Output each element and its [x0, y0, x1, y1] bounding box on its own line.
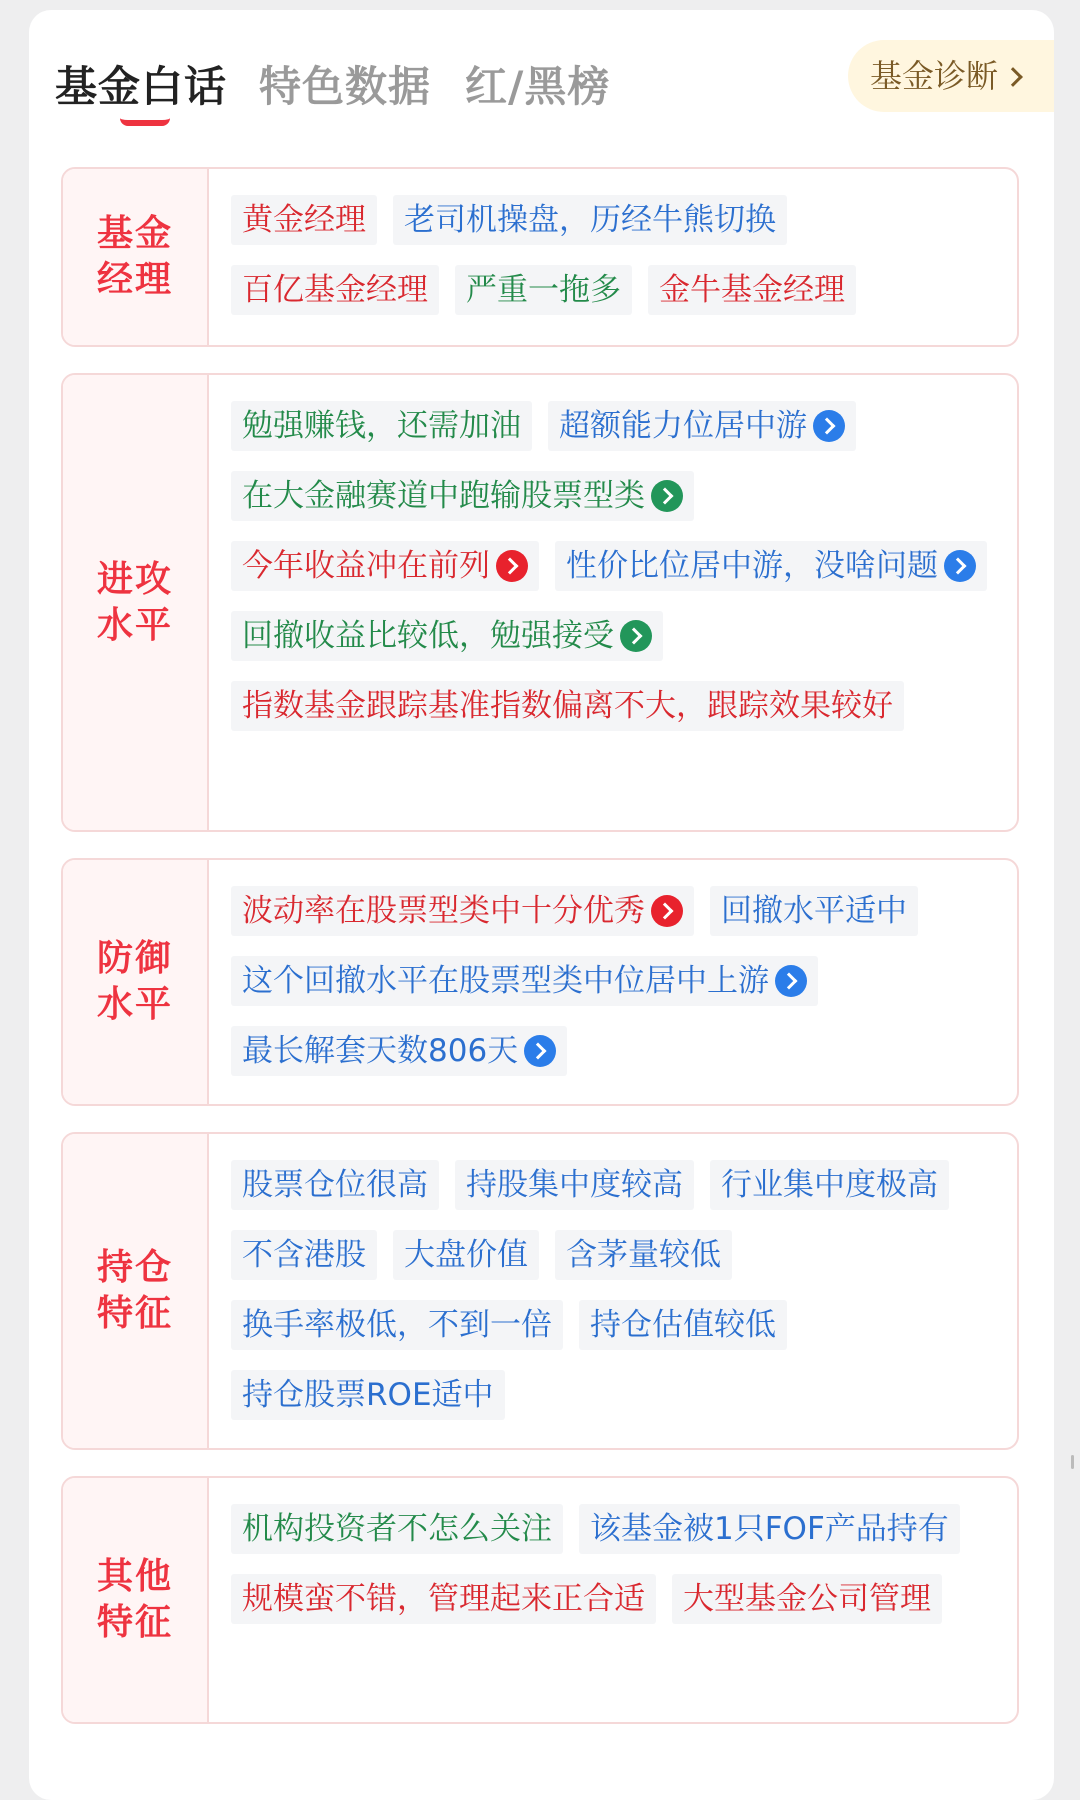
chevron-right-icon	[1003, 67, 1023, 87]
tag-item	[393, 1230, 539, 1280]
section-defense-level	[61, 858, 1019, 1106]
tag-text: 回撤水平适中	[721, 893, 907, 929]
tag-text: 机构投资者不怎么关注	[242, 1511, 552, 1547]
scroll-indicator[interactable]	[1071, 1455, 1074, 1469]
tab-fund-plain-talk[interactable]: 基金白话	[55, 62, 228, 111]
section-other-features	[61, 1476, 1019, 1724]
arrow-right-circle-icon[interactable]	[496, 550, 528, 582]
tag-text: 股票仓位很高	[242, 1167, 428, 1203]
section-label: 进攻水平	[96, 558, 173, 646]
arrow-right-circle-icon[interactable]	[620, 620, 652, 652]
arrow-right-circle-icon[interactable]	[651, 480, 683, 512]
section-label: 持仓特征	[96, 1247, 173, 1334]
tag-list	[231, 401, 999, 731]
tag-item	[231, 681, 904, 731]
section-label-container	[63, 1134, 209, 1448]
tag-item[interactable]	[231, 1026, 567, 1076]
tag-item	[555, 1230, 732, 1280]
tag-text: 性价比位居中游，没啥问题	[566, 548, 938, 584]
tag-item[interactable]	[231, 956, 818, 1006]
arrow-right-circle-icon[interactable]	[524, 1035, 556, 1067]
tag-item	[231, 1300, 563, 1350]
fund-diagnose-label: 基金诊断	[870, 57, 999, 95]
tab-red-black-list[interactable]: 红/黑榜	[465, 62, 611, 111]
tag-list	[231, 1160, 999, 1420]
tag-item	[393, 195, 787, 245]
section-fund-manager	[61, 167, 1019, 347]
tag-text: 超额能力位居中游	[559, 408, 807, 444]
tag-item[interactable]	[231, 886, 694, 936]
tag-item[interactable]	[231, 541, 539, 591]
tab-feature-data[interactable]: 特色数据	[259, 62, 432, 111]
tag-item	[231, 1370, 505, 1420]
tag-text: 大盘价值	[404, 1237, 528, 1273]
tag-item[interactable]	[231, 611, 663, 661]
tag-text: 金牛基金经理	[659, 272, 845, 308]
tag-text: 持股集中度较高	[466, 1167, 683, 1203]
tag-text: 持仓股票ROE适中	[242, 1377, 494, 1413]
tag-list	[231, 195, 999, 315]
tag-text: 波动率在股票型类中十分优秀	[242, 893, 645, 929]
tag-text: 换手率极低，不到一倍	[242, 1307, 552, 1343]
tag-item	[455, 1160, 694, 1210]
tag-item[interactable]	[231, 471, 694, 521]
section-label-container	[63, 1478, 209, 1722]
tag-text: 在大金融赛道中跑输股票型类	[242, 478, 645, 514]
section-label-container	[63, 375, 209, 830]
fund-card	[29, 10, 1054, 1800]
tag-text: 这个回撤水平在股票型类中位居中上游	[242, 963, 769, 999]
tag-item	[231, 1574, 656, 1624]
tag-text: 规模蛮不错，管理起来正合适	[242, 1581, 645, 1617]
section-label-container	[63, 169, 209, 345]
tag-item	[231, 195, 377, 245]
tag-text: 回撤收益比较低，勉强接受	[242, 618, 614, 654]
tag-list	[231, 886, 999, 1076]
section-label: 防御水平	[96, 938, 173, 1025]
arrow-right-circle-icon[interactable]	[651, 895, 683, 927]
tag-item	[648, 265, 856, 315]
tag-item	[672, 1574, 942, 1624]
tag-text: 含茅量较低	[566, 1237, 721, 1273]
tag-text: 严重一拖多	[466, 272, 621, 308]
tag-text: 今年收益冲在前列	[242, 548, 490, 584]
section-label: 其他特征	[96, 1556, 173, 1643]
tag-text: 黄金经理	[242, 202, 366, 238]
tag-item	[231, 401, 532, 451]
section-label-container	[63, 860, 209, 1104]
tag-text: 老司机操盘，历经牛熊切换	[404, 202, 776, 238]
tag-text: 行业集中度极高	[721, 1167, 938, 1203]
tag-item	[231, 1504, 563, 1554]
tab-bar	[29, 10, 1054, 160]
tag-item	[710, 886, 918, 936]
tag-text: 勉强赚钱，还需加油	[242, 408, 521, 444]
arrow-right-circle-icon[interactable]	[775, 965, 807, 997]
section-holding-features	[61, 1132, 1019, 1450]
tag-text: 不含港股	[242, 1237, 366, 1273]
fund-diagnose-button[interactable]	[848, 40, 1054, 112]
tag-item	[455, 265, 632, 315]
tag-text: 最长解套天数806天	[242, 1033, 519, 1069]
tag-item	[579, 1504, 960, 1554]
tag-item	[231, 1230, 377, 1280]
section-label: 基金经理	[96, 213, 173, 300]
section-attack-level	[61, 373, 1019, 832]
tag-text: 大型基金公司管理	[683, 1581, 931, 1617]
tag-text: 该基金被1只FOF产品持有	[590, 1511, 949, 1547]
tag-item[interactable]	[548, 401, 856, 451]
tag-item[interactable]	[555, 541, 987, 591]
tag-text: 指数基金跟踪基准指数偏离不大，跟踪效果较好	[242, 688, 893, 724]
tag-text: 持仓估值较低	[590, 1307, 776, 1343]
arrow-right-circle-icon[interactable]	[813, 410, 845, 442]
active-tab-indicator	[120, 118, 170, 126]
tag-item	[231, 265, 439, 315]
tag-item	[579, 1300, 787, 1350]
tag-item	[231, 1160, 439, 1210]
tag-item	[710, 1160, 949, 1210]
tag-text: 百亿基金经理	[242, 272, 428, 308]
tag-list	[231, 1504, 999, 1624]
arrow-right-circle-icon[interactable]	[944, 550, 976, 582]
